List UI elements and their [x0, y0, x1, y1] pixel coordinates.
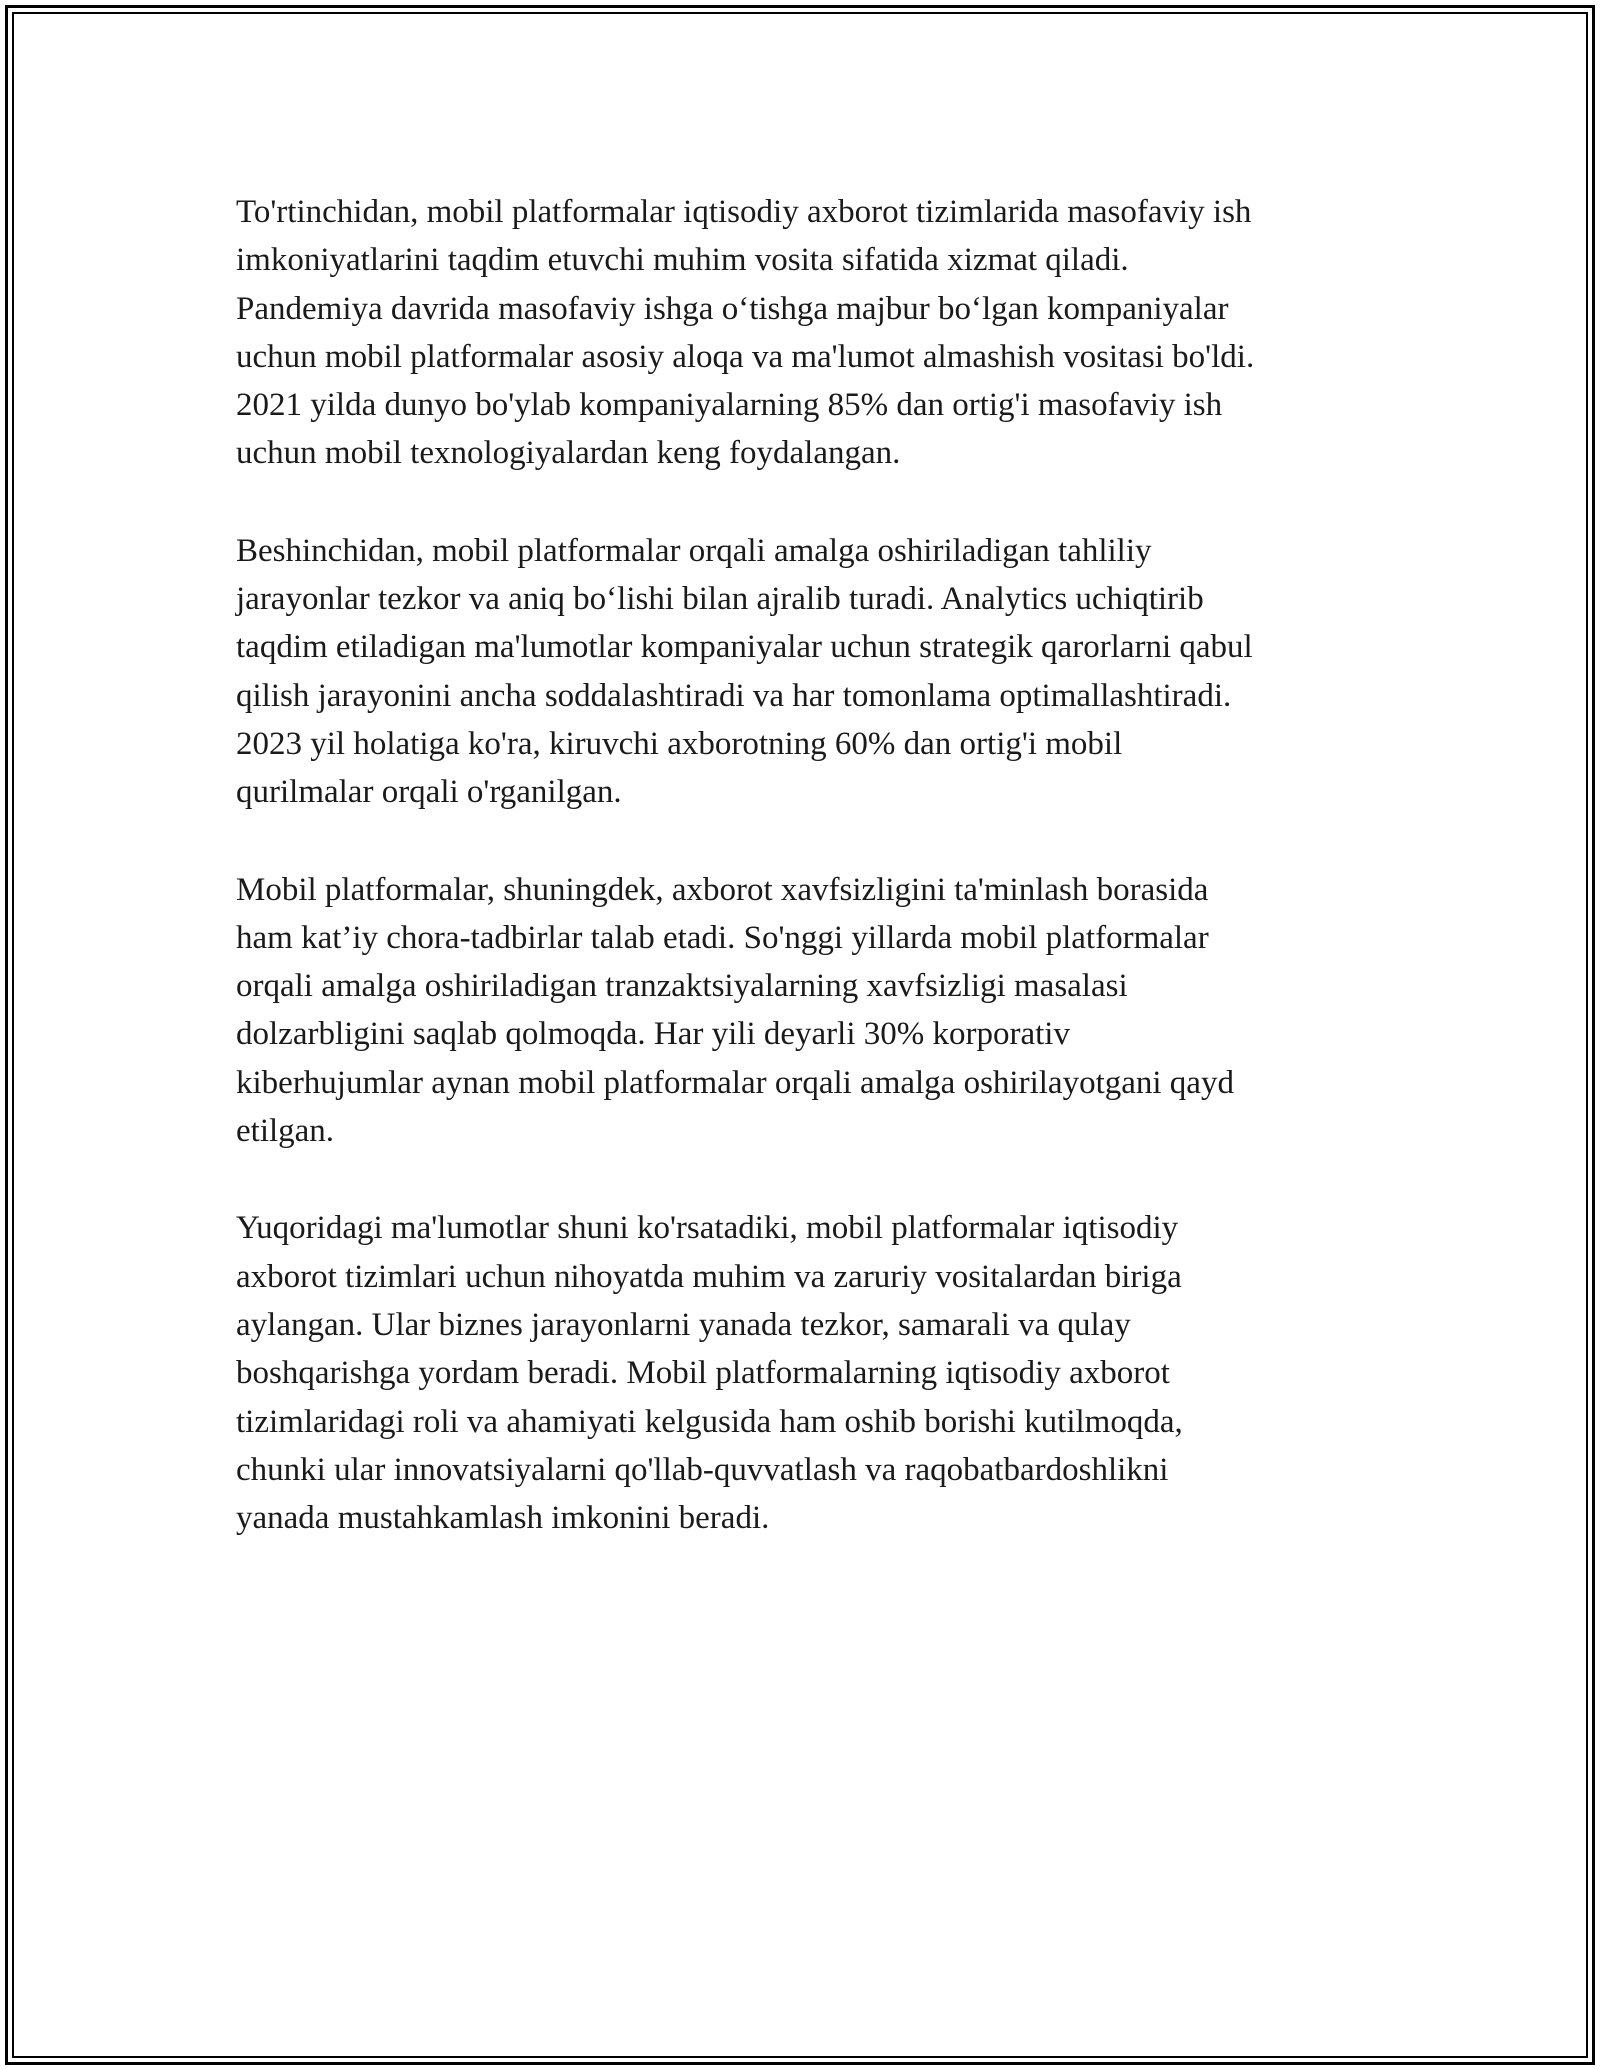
- paragraph-security: Mobil platformalar, shuningdek, axborot xavfsizligini ta'minlash borasida ham kat’iy chora-tadbirlar talab etadi. So'nggi yillarda mobil platformalar orqali amalga oshiriladigan tranzaktsiyalarning xavfsizligi masalasi dolzarbligini saqlab qolmoqda. Har yili deyarli 30% korporativ kiberhujumlar aynan mobil platformalar orqali amalga oshirilayotgani qayd etilgan.: [236, 871, 1234, 1150]
- paragraph-conclusion: Yuqoridagi ma'lumotlar shuni ko'rsatadiki, mobil platformalar iqtisodiy axborot tizimlari uchun nihoyatda muhim va zaruriy vositalardan biriga aylangan. Ular biznes jarayonlarni yanada tezkor, samarali va qulay boshqarishga yordam beradi. Mobil platformalarning iqtisodiy axborot tizimlaridagi roli va ahamiyati kelgusida ham oshib borishi kutilmoqda, chunki ular innovatsiyalarni qo'llab-quvvatlash va raqobatbardoshlikni yanada mustahkamlash imkonini beradi.: [236, 1210, 1183, 1537]
- document-body: [236, 188, 1406, 1591]
- paragraph-remote-work: To'rtinchidan, mobil platformalar iqtisodiy axborot tizimlarida masofaviy ish imkoniyatlarini taqdim etuvchi muhim vosita sifatida xizmat qiladi. Pandemiya davrida masofaviy ishga o‘tishga majbur bo‘lgan kompaniyalar uchun mobil platformalar asosiy aloqa va ma'lumot almashish vositasi bo'ldi. 2021 yilda dunyo bo'ylab kompaniyalarning 85% dan ortig'i masofaviy ish uchun mobil texnologiyalardan keng foydalangan.: [236, 194, 1255, 472]
- paragraph-analytics: Beshinchidan, mobil platformalar orqali amalga oshiriladigan tahliliy jarayonlar tezkor va aniq bo‘lishi bilan ajralib turadi. Analytics uchiqtirib taqdim etiladigan ma'lumotlar kompaniyalar uchun strategik qarorlarni qabul qilish jarayonini ancha soddalashtiradi va har tomonlama optimallashtiradi. 2023 yil holatiga ko'ra, kiruvchi axborotning 60% dan ortig'i mobil qurilmalar orqali o'rganilgan.: [236, 532, 1253, 811]
